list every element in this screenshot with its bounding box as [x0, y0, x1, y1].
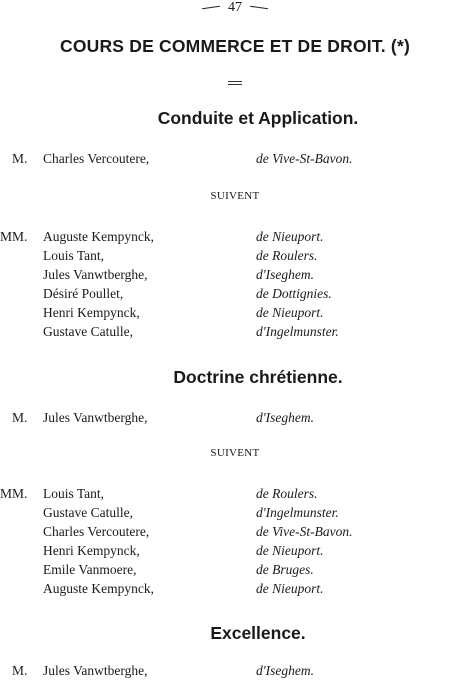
row-name: Emile Vanmoere,	[43, 562, 137, 577]
list-row	[0, 562, 470, 580]
page-number	[0, 0, 470, 16]
row-name: Louis Tant,	[43, 248, 105, 263]
section-heading-doctrine: Doctrine chrétienne.	[173, 367, 343, 387]
list-row	[0, 305, 470, 323]
page-number-value: 47	[228, 0, 242, 15]
row-prefix: MM.	[0, 229, 28, 244]
row-place: d'Ingelmunster.	[256, 505, 339, 520]
row-name: Charles Vercoutere,	[43, 524, 150, 539]
row-name: Désiré Poullet,	[43, 286, 124, 301]
first-place-row-conduite	[0, 151, 470, 169]
row-place: de Nieuport.	[256, 229, 324, 244]
row-name: Charles Vercoutere,	[43, 151, 150, 166]
row-name: Auguste Kempynck,	[43, 229, 154, 244]
row-place: de Roulers.	[256, 248, 318, 263]
row-prefix: M.	[12, 410, 28, 425]
suivent-label-doctrine: SUIVENT	[210, 447, 260, 459]
row-place: de Nieuport.	[256, 305, 324, 320]
row-name: Gustave Catulle,	[43, 324, 133, 339]
list-row	[0, 486, 470, 504]
row-prefix: MM.	[0, 486, 28, 501]
row-name: Jules Vanwtberghe,	[43, 267, 148, 282]
list-row	[0, 581, 470, 599]
row-name: Louis Tant,	[43, 486, 105, 501]
row-place: d'Iseghem.	[256, 663, 314, 678]
first-place-row-excellence	[0, 663, 470, 681]
row-name: Gustave Catulle,	[43, 505, 133, 520]
row-place: de Vive-St-Bavon.	[256, 151, 353, 166]
suivent-label-conduite: SUIVENT	[210, 190, 260, 202]
row-place: d'Iseghem.	[256, 410, 314, 425]
first-place-row-doctrine	[0, 410, 470, 428]
row-name: Jules Vanwtberghe,	[43, 663, 148, 678]
row-place: de Vive-St-Bavon.	[256, 524, 353, 539]
row-place: d'Ingelmunster.	[256, 324, 339, 339]
list-row	[0, 543, 470, 561]
row-name: Henri Kempynck,	[43, 305, 140, 320]
row-prefix: M.	[12, 151, 28, 166]
row-place: de Bruges.	[256, 562, 314, 577]
list-row	[0, 286, 470, 304]
row-place: de Nieuport.	[256, 543, 324, 558]
row-place: de Dottignies.	[256, 286, 332, 301]
page-number-dash-right	[250, 6, 268, 9]
section-heading-excellence: Excellence.	[210, 623, 306, 643]
row-place: d'Iseghem.	[256, 267, 314, 282]
list-row	[0, 524, 470, 542]
document-title: COURS DE COMMERCE ET DE DROIT. (*)	[59, 36, 410, 56]
section-heading-conduite: Conduite et Application.	[157, 108, 359, 128]
row-place: de Nieuport.	[256, 581, 324, 596]
list-row	[0, 267, 470, 285]
list-row	[0, 229, 470, 247]
row-name: Henri Kempynck,	[43, 543, 140, 558]
row-place: de Roulers.	[256, 486, 318, 501]
row-prefix: M.	[12, 663, 28, 678]
row-name: Jules Vanwtberghe,	[43, 410, 148, 425]
row-name: Auguste Kempynck,	[43, 581, 154, 596]
page-number-dash-left	[202, 6, 220, 9]
list-row	[0, 248, 470, 266]
title-ornament	[0, 72, 470, 90]
list-row	[0, 324, 470, 342]
list-row	[0, 505, 470, 523]
